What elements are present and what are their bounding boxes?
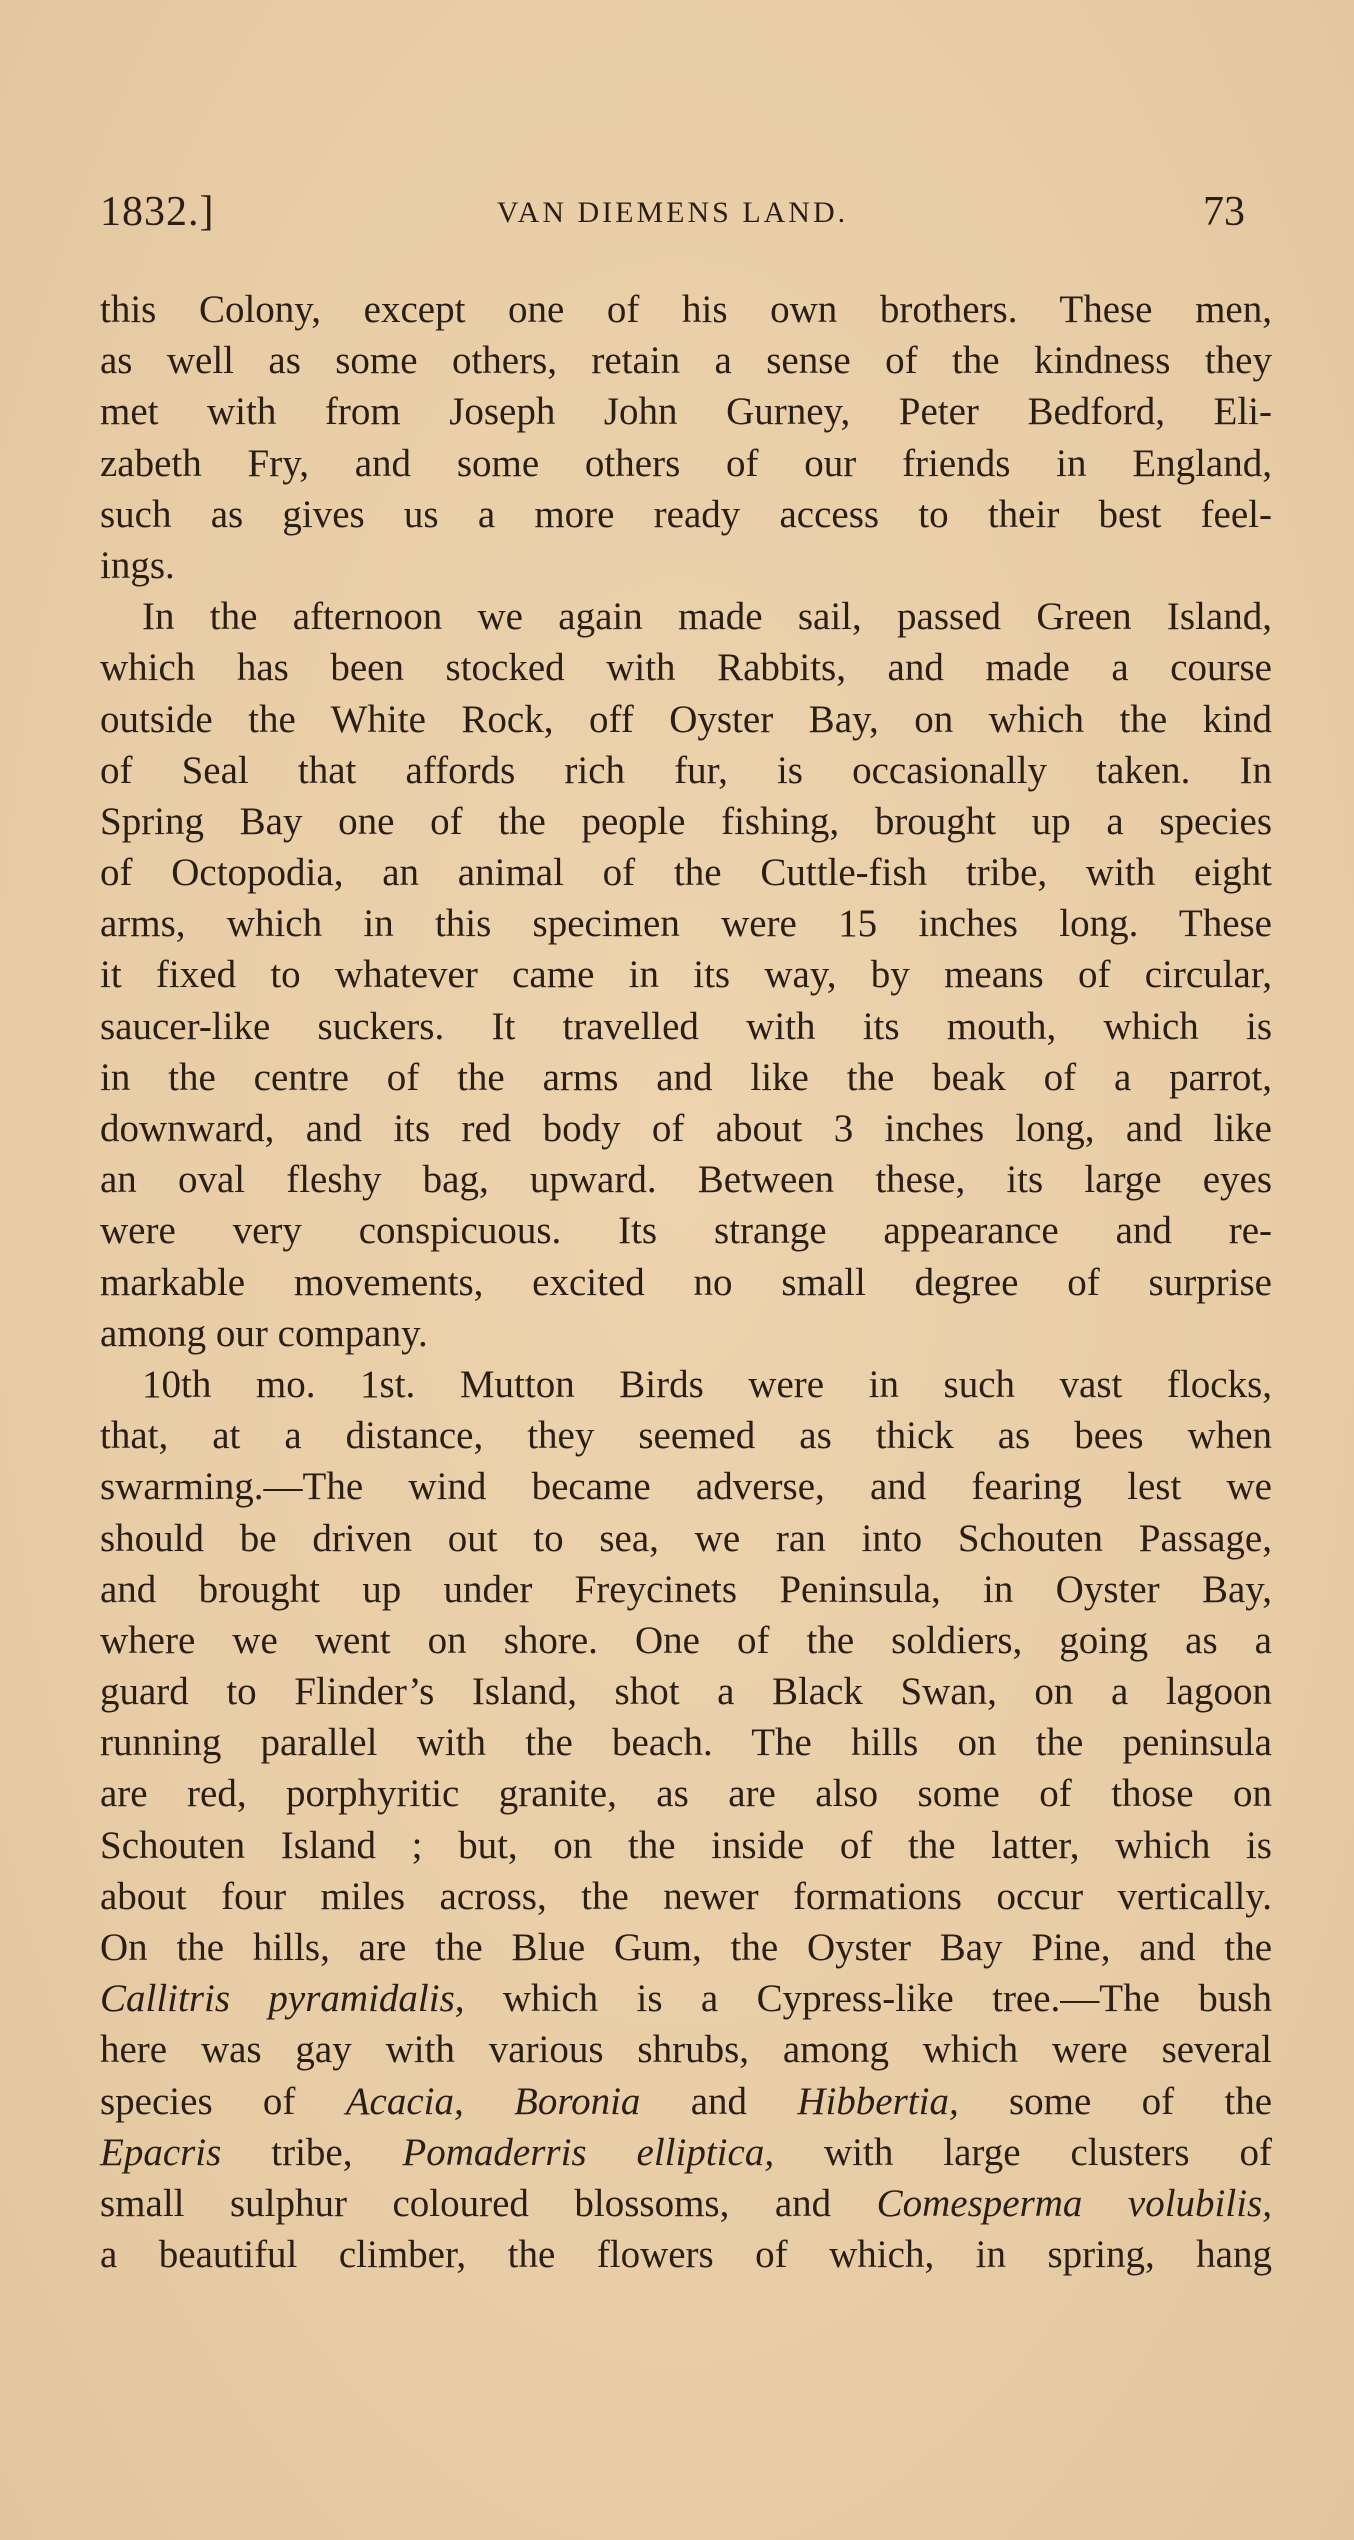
header-year: 1832.] [100, 189, 215, 235]
header-title: VAN DIEMENS LAND. [496, 196, 849, 229]
text-segment: outside the White Rock, off Oyster Bay, on which the kind [100, 697, 1272, 741]
text-segment: guard to Flinder’s Island, shot a Black Swan, on a lagoon [100, 1670, 1272, 1714]
text-line [100, 1308, 1272, 1359]
text-segment: On the hills, are the Blue Gum, the Oyster Bay Pine, and the [100, 1926, 1272, 1969]
text-segment: as well as some others, retain a sense of the kindness they [100, 339, 1272, 383]
italic-term: Boronia [514, 2079, 641, 2123]
text-segment: 10th mo. 1st. Mutton Birds were in such vast flocks, [142, 1362, 1272, 1406]
text-line [100, 1205, 1272, 1256]
text-segment: here was gay with various shrubs, among which were several [100, 2028, 1272, 2072]
text-line [100, 1973, 1272, 2024]
text-line [100, 386, 1272, 437]
text-line [100, 1615, 1272, 1666]
text-segment: an oval fleshy bag, upward. Between these, its large eyes [100, 1158, 1272, 1202]
text-line [100, 847, 1272, 898]
text-line [100, 1820, 1272, 1871]
text-line [100, 1564, 1272, 1615]
text-line [100, 489, 1272, 540]
text-line [100, 2127, 1272, 2178]
text-line [100, 898, 1272, 949]
text-segment: are red, porphyritic granite, as are also some of those on [100, 1772, 1272, 1816]
text-segment: zabeth Fry, and some others of our friends in England, [100, 441, 1272, 485]
text-line [100, 2178, 1272, 2229]
italic-term: Hibbertia, [797, 2079, 959, 2123]
text-segment: which has been stocked with Rabbits, and made a course [100, 646, 1272, 690]
text-segment: and brought up under Freycinets Peninsula, in Oyster Bay, [100, 1567, 1272, 1611]
text-line [100, 1666, 1272, 1717]
text-line [100, 591, 1272, 642]
running-header [100, 188, 1245, 248]
text-segment: where we went on shore. One of the soldiers, going as a [100, 1618, 1272, 1662]
text-line [100, 1154, 1272, 1205]
text-segment: tribe, [221, 2130, 403, 2174]
text-segment: about four miles across, the newer formations occur vertically. [100, 1874, 1272, 1918]
text-line [100, 1359, 1272, 1410]
text-line [100, 1410, 1272, 1461]
text-line [100, 745, 1272, 796]
text-segment: downward, and its red body of about 3 inches long, and like [100, 1107, 1272, 1150]
text-line [100, 1768, 1272, 1819]
text-segment: running parallel with the beach. The hills on the peninsula [100, 1721, 1272, 1765]
body-text [100, 284, 1272, 2280]
text-segment: species of [100, 2079, 346, 2123]
text-segment: small sulphur coloured blossoms, and [100, 2181, 877, 2225]
text-segment: such as gives us a more ready access to their best feel- [100, 492, 1272, 536]
text-segment: Spring Bay one of the people fishing, brought up a species [100, 799, 1272, 843]
text-segment: swarming.—The wind became adverse, and fearing lest we [100, 1465, 1272, 1509]
text-segment: among our company. [100, 1311, 428, 1355]
text-segment: ings. [100, 543, 175, 587]
text-line [100, 1717, 1272, 1768]
text-line [100, 1001, 1272, 1052]
text-line [100, 2229, 1272, 2280]
text-line [100, 1922, 1272, 1973]
text-line [100, 1461, 1272, 1512]
italic-term: Comesperma volubilis, [876, 2181, 1272, 2225]
text-line [100, 1052, 1272, 1103]
italic-term: Acacia, [345, 2079, 464, 2123]
text-segment: were very conspicuous. Its strange appearance and re- [100, 1209, 1272, 1253]
italic-term: Epacris [100, 2130, 222, 2174]
text-line [100, 1513, 1272, 1564]
italic-term: Callitris pyramidalis, [100, 1977, 465, 2021]
text-line [100, 335, 1272, 386]
text-segment: of Octopodia, an animal of the Cuttle-fish tribe, with eight [100, 851, 1272, 895]
text-segment: some of the [958, 2079, 1273, 2123]
text-segment: markable movements, excited no small degree of surprise [100, 1260, 1272, 1304]
text-line [100, 540, 1272, 591]
text-line [100, 1257, 1272, 1308]
text-segment: met with from Joseph John Gurney, Peter Bedford, Eli- [100, 390, 1272, 434]
text-line [100, 1871, 1272, 1922]
text-segment: should be driven out to sea, we ran into Schouten Passage, [100, 1516, 1272, 1560]
italic-term: Pomaderris elliptica, [402, 2130, 775, 2174]
text-segment: arms, which in this specimen were 15 inches long. These [100, 902, 1272, 946]
text-line [100, 694, 1272, 745]
text-segment: Schouten Island ; but, on the inside of the latter, which is [100, 1823, 1272, 1867]
page-number: 73 [1203, 189, 1245, 235]
text-line [100, 2024, 1272, 2075]
text-line [100, 2076, 1272, 2127]
text-segment: this Colony, except one of his own brothers. These men, [100, 288, 1272, 331]
text-segment: with large clusters of [774, 2130, 1273, 2174]
text-segment: that, at a distance, they seemed as thick as bees when [100, 1414, 1272, 1458]
text-segment: In the afternoon we again made sail, passed Green Island, [142, 595, 1272, 639]
text-line [100, 1103, 1272, 1154]
text-segment [464, 2080, 514, 2123]
text-segment: it fixed to whatever came in its way, by means of circular, [100, 953, 1272, 997]
text-segment: of Seal that affords rich fur, is occasionally taken. In [100, 748, 1272, 792]
text-line [100, 438, 1272, 489]
text-segment: a beautiful climber, the flowers of which, in spring, hang [100, 2233, 1272, 2277]
text-line [100, 642, 1272, 693]
text-segment: and [640, 2079, 798, 2123]
text-line [100, 949, 1272, 1000]
text-segment: saucer-like suckers. It travelled with its mouth, which is [100, 1004, 1272, 1048]
text-line [100, 284, 1272, 335]
text-line [100, 796, 1272, 847]
text-segment: which is a Cypress-like tree.—The bush [464, 1977, 1272, 2021]
text-segment: in the centre of the arms and like the beak of a parrot, [100, 1055, 1272, 1099]
